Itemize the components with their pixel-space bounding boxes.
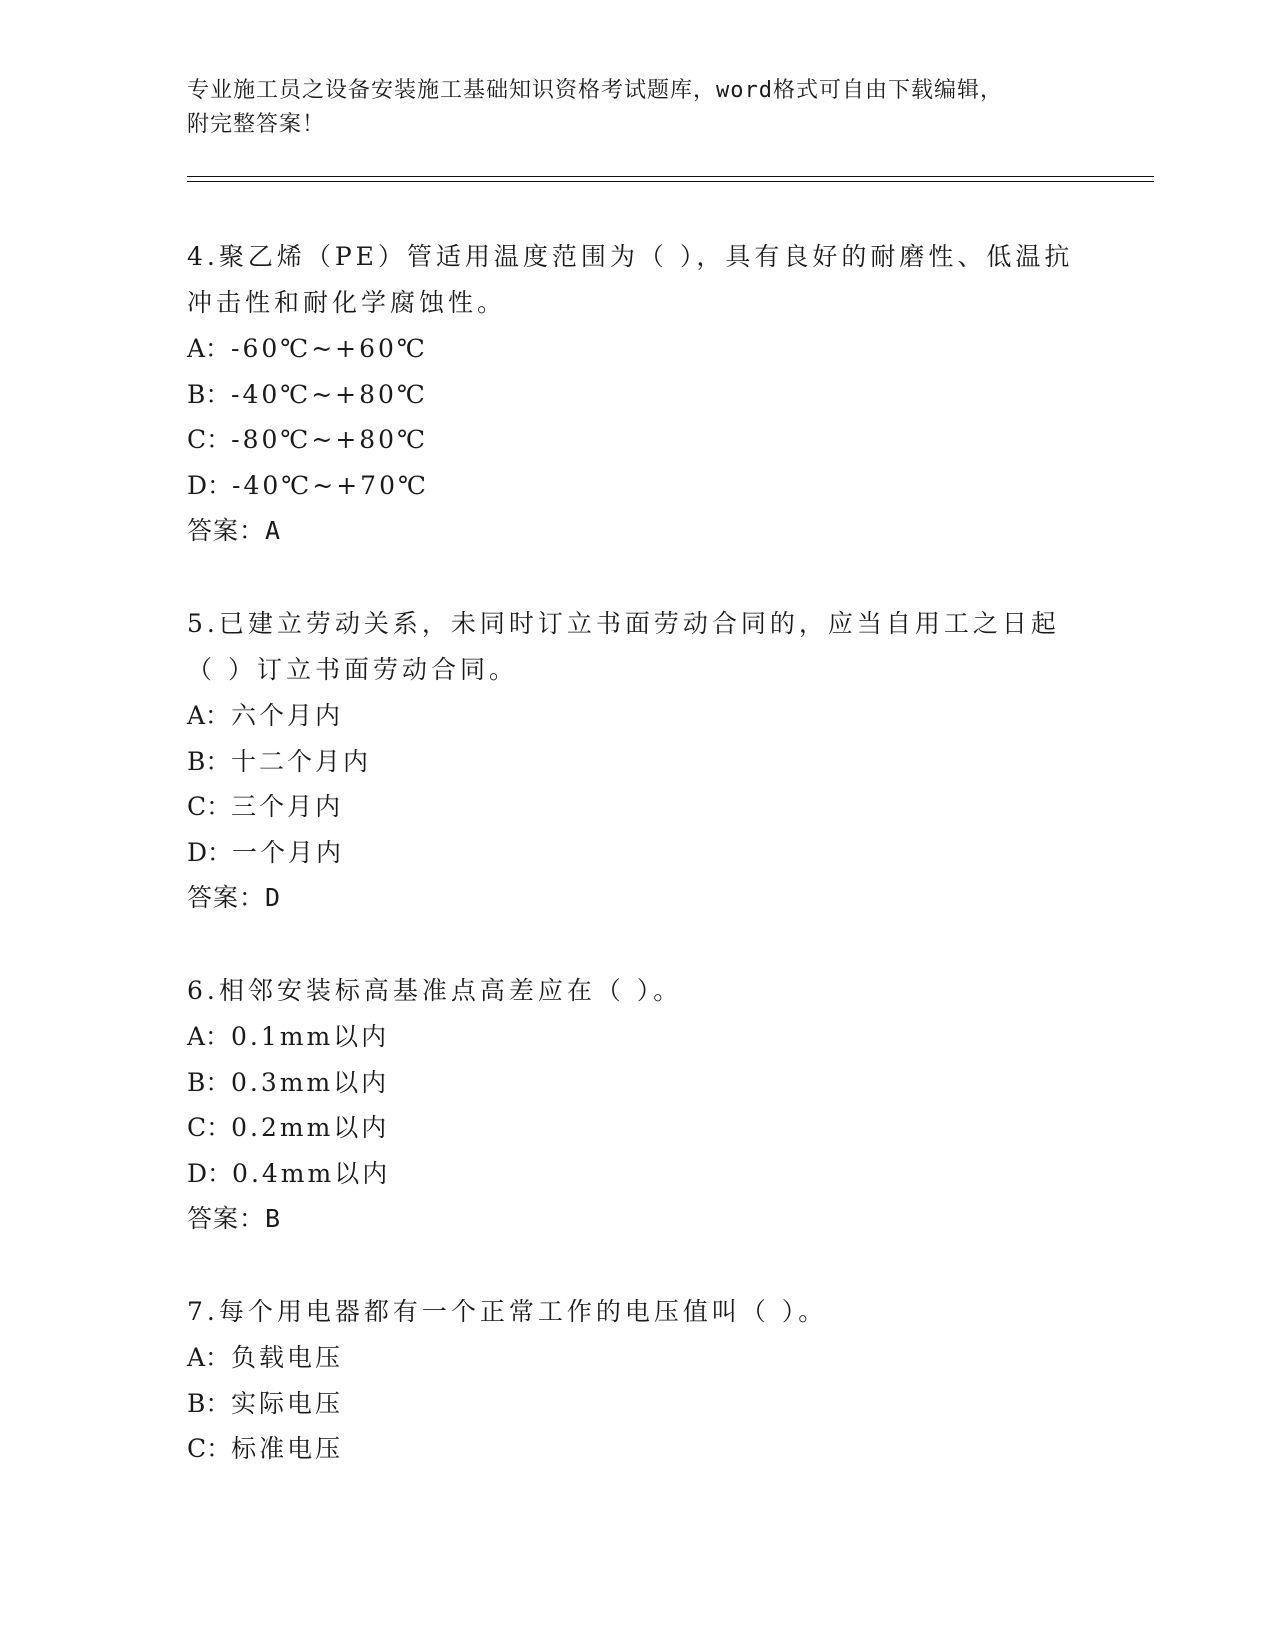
option-key: B： [187, 379, 231, 409]
header-divider-top [187, 176, 1154, 177]
option-text: 实际电压 [231, 1388, 344, 1418]
option-text: 一个月内 [232, 837, 345, 867]
answer-value: A [265, 516, 282, 545]
header-line-2: 附完整答案！ [187, 112, 326, 137]
option-key: A： [187, 1343, 231, 1372]
option-a [187, 1335, 1087, 1381]
option-text: -40℃~+80℃ [231, 379, 428, 409]
option-text: 负载电压 [231, 1343, 344, 1372]
question-stem: 5.已建立劳动关系，未同时订立书面劳动合同的，应当自用工之日起（ ）订立书面劳动合同。 [187, 609, 1060, 684]
question-item [187, 968, 1087, 1242]
option-key: C： [187, 1434, 232, 1463]
option-b [187, 739, 1087, 785]
document-header [187, 74, 1067, 142]
question-list [187, 234, 1087, 1519]
option-key: A： [187, 1022, 231, 1051]
answer-value: D [265, 883, 282, 912]
question-item [187, 1289, 1087, 1472]
option-key: B： [187, 1067, 231, 1097]
option-a [187, 1014, 1087, 1060]
option-c [187, 1426, 1087, 1472]
answer-line [187, 875, 1087, 921]
option-key: D： [187, 1158, 233, 1188]
header-divider-bottom [187, 181, 1154, 182]
question-item [187, 601, 1087, 921]
option-text: 三个月内 [231, 792, 344, 821]
option-b [187, 1060, 1087, 1106]
question-stem: 7.每个用电器都有一个正常工作的电压值叫（ ）。 [187, 1297, 828, 1326]
answer-value: B [265, 1204, 282, 1233]
answer-label: 答案： [187, 1204, 266, 1233]
option-text: 0.4mm以内 [232, 1158, 391, 1188]
option-text: -60℃~+60℃ [231, 334, 428, 363]
answer-line [187, 1196, 1087, 1242]
option-c [187, 784, 1087, 830]
option-key: D： [187, 837, 233, 867]
option-text: 标准电压 [231, 1434, 344, 1463]
option-key: B： [187, 1388, 231, 1418]
question-stem: 6.相邻安装标高基准点高差应在（ ）。 [187, 976, 683, 1005]
option-d [187, 830, 1087, 876]
option-key: D： [187, 470, 233, 500]
question-item [187, 234, 1087, 554]
option-text: 0.2mm以内 [231, 1113, 390, 1142]
option-key: B： [187, 746, 231, 776]
option-key: C： [187, 792, 232, 821]
option-key: C： [187, 425, 232, 454]
option-key: A： [187, 701, 231, 730]
option-b [187, 1381, 1087, 1427]
option-d [187, 463, 1087, 509]
option-key: A： [187, 334, 231, 363]
option-text: 0.1mm以内 [231, 1022, 390, 1051]
option-d [187, 1151, 1087, 1197]
answer-label: 答案： [187, 516, 266, 545]
option-text: 0.3mm以内 [231, 1067, 390, 1097]
answer-label: 答案： [187, 883, 266, 912]
option-c [187, 1105, 1087, 1151]
option-text: -40℃~+70℃ [232, 470, 429, 500]
option-b [187, 372, 1087, 418]
question-stem: 4.聚乙烯（PE）管适用温度范围为（ ），具有良好的耐磨性、低温抗冲击性和耐化学腐蚀性。 [187, 242, 1074, 317]
option-text: 十二个月内 [231, 746, 372, 776]
header-line-1: 专业施工员之设备安装施工基础知识资格考试题库，word格式可自由下载编辑， [187, 78, 1003, 103]
option-text: 六个月内 [231, 701, 344, 730]
option-key: C： [187, 1113, 232, 1142]
option-c [187, 417, 1087, 463]
option-a [187, 693, 1087, 739]
option-text: -80℃~+80℃ [231, 425, 429, 454]
option-a [187, 326, 1087, 372]
answer-line [187, 508, 1087, 554]
